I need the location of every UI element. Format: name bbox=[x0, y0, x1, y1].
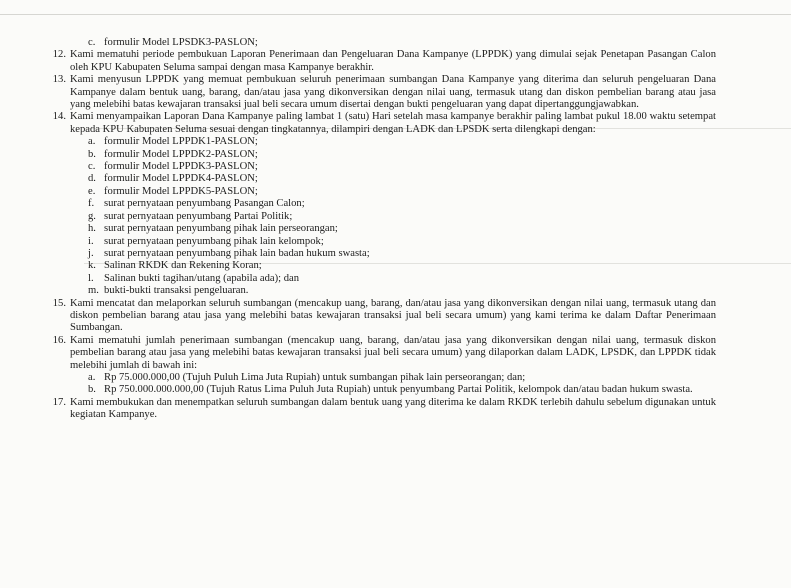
sub-item-text: formulir Model LPPDK4-PASLON; bbox=[104, 173, 258, 185]
sub-list-item bbox=[48, 260, 716, 272]
sub-list-item bbox=[48, 236, 716, 248]
sub-item-text: Rp 750.000.000.000,00 (Tujuh Ratus Lima Puluh Juta Rupiah) untuk penyumbang Partai Politik, kelompok dan/atau badan hukum swasta. bbox=[104, 384, 693, 396]
sub-list-item bbox=[48, 248, 716, 260]
sub-item-text: surat pernyataan penyumbang Pasangan Calon; bbox=[104, 198, 305, 210]
sub-list-item bbox=[48, 384, 716, 396]
item-number: 15. bbox=[52, 297, 66, 309]
sub-item-text: Rp 75.000.000,00 (Tujuh Puluh Lima Juta Rupiah) untuk sumbangan pihak lain perseorangan; dan; bbox=[104, 371, 526, 383]
sub-list-item bbox=[48, 198, 716, 210]
sub-list-item bbox=[48, 186, 716, 198]
item-text: formulir Model LPSDK3-PASLON; bbox=[104, 37, 258, 48]
sub-item-text: Salinan RKDK dan Rekening Koran; bbox=[104, 260, 262, 272]
sub-item-text: surat pernyataan penyumbang pihak lain perseorangan; bbox=[104, 223, 338, 235]
scan-top-rule bbox=[0, 14, 791, 15]
numbered-item-12 bbox=[48, 49, 716, 74]
sub-item-letter: l. bbox=[88, 272, 94, 284]
sub-item-letter: a. bbox=[88, 371, 96, 383]
numbered-item-13 bbox=[48, 74, 716, 111]
sub-item-text: Salinan bukti tagihan/utang (apabila ada); dan bbox=[104, 272, 300, 284]
sub-item-letter: b. bbox=[88, 384, 96, 396]
sub-item-letter: d. bbox=[88, 173, 96, 185]
sub-list-item bbox=[48, 149, 716, 161]
sub-item-letter: j. bbox=[88, 247, 94, 259]
sub-item-letter: g. bbox=[88, 210, 96, 222]
sub-list-item bbox=[48, 372, 716, 384]
sub-list-item bbox=[48, 211, 716, 223]
sub-item-letter: k. bbox=[88, 260, 96, 272]
item-number: 17. bbox=[52, 396, 66, 408]
item-text: Kami membukukan dan menempatkan seluruh sumbangan dalam bentuk uang yang diterima ke dalam RKDK terlebih dahulu sebelum digunakan untuk kegiatan Kampanye. bbox=[70, 396, 716, 421]
numbered-item-14 bbox=[48, 111, 716, 136]
sub-list-item bbox=[48, 136, 716, 148]
sub-list-item bbox=[48, 173, 716, 185]
list-item bbox=[48, 37, 716, 49]
sub-item-text: formulir Model LPPDK3-PASLON; bbox=[104, 161, 258, 173]
item-text: Kami menyampaikan Laporan Dana Kampanye paling lambat 1 (satu) Hari setelah masa kampanye berakhir paling lambat pukul 18.00 waktu setempat kepada KPU Kabupaten Seluma sesuai dengan tingkatannya, dilampiri dengan LADK dan LPSDK serta dilengkapi dengan: bbox=[70, 111, 716, 135]
sub-item-letter: b. bbox=[88, 148, 96, 160]
sub-list-item bbox=[48, 223, 716, 235]
sub-item-text: formulir Model LPPDK2-PASLON; bbox=[104, 148, 258, 160]
item-text: Kami mencatat dan melaporkan seluruh sumbangan (mencakup uang, barang, dan/atau jasa yang dikonversikan dengan nilai uang, termasuk utang dan diskon pembelian barang atau jasa yang melebihi batas kewajaran transaksi jual beli secara umum) yang kami terima ke dalam Daftar Penerimaan Sumbangan. bbox=[70, 297, 716, 334]
item-number: 16. bbox=[52, 334, 66, 346]
sub-item-text: formulir Model LPPDK5-PASLON; bbox=[104, 185, 258, 197]
sub-list-item bbox=[48, 273, 716, 285]
item-number: 12. bbox=[52, 49, 66, 61]
sub-item-text: surat pernyataan penyumbang pihak lain kelompok; bbox=[104, 235, 324, 247]
item-number: 14. bbox=[52, 111, 66, 123]
sub-item-letter: i. bbox=[88, 235, 94, 247]
sub-item-text: surat pernyataan penyumbang pihak lain badan hukum swasta; bbox=[104, 247, 370, 259]
item-text: Kami mematuhi periode pembukuan Laporan Penerimaan dan Pengeluaran Dana Kampanye (LPPDK) yang dimulai sejak Penetapan Pasangan Calon oleh KPU Kabupaten Seluma sampai dengan masa Kampanye berakhir. bbox=[70, 49, 716, 73]
item-number: 13. bbox=[52, 74, 66, 86]
sub-item-letter: e. bbox=[88, 185, 96, 197]
numbered-item-16 bbox=[48, 335, 716, 372]
sub-item-text: surat pernyataan penyumbang Partai Politik; bbox=[104, 210, 293, 222]
sub-item-text: bukti-bukti transaksi pengeluaran. bbox=[104, 285, 249, 297]
sub-list-item bbox=[48, 285, 716, 297]
sub-list-item bbox=[48, 161, 716, 173]
sub-item-letter: c. bbox=[88, 161, 96, 173]
numbered-item-17 bbox=[48, 397, 716, 422]
sub-item-letter: h. bbox=[88, 223, 96, 235]
sub-item-letter: m. bbox=[88, 285, 99, 297]
item-letter: c. bbox=[88, 37, 96, 48]
item-text: Kami menyusun LPPDK yang memuat pembukuan seluruh penerimaan sumbangan Dana Kampanye yang diterima dan seluruh pengeluaran Dana Kampanye dalam bentuk uang, barang, dan/atau jasa yang dikonversikan dengan nilai uang, termasuk utang dan diskon pembelian barang atau jasa yang melebihi batas kewajaran transaksi jual beli secara umum disertai dengan bukti pengeluaran yang dapat dipertanggungjawabkan. bbox=[70, 74, 716, 111]
item-14-sublist bbox=[48, 136, 716, 297]
sub-item-text: formulir Model LPPDK1-PASLON; bbox=[104, 136, 258, 148]
document-body bbox=[48, 37, 716, 422]
item-text: Kami mematuhi jumlah penerimaan sumbangan (mencakup uang, barang, dan/atau jasa yang dikonversikan dengan nilai uang, termasuk diskon pembelian barang atau jasa yang melebihi batas kewajaran transaksi jual beli secara umum) yang dilaporkan dalam LADK, LPSDK, dan LPPDK tidak melebihi jumlah di bawah ini: bbox=[70, 334, 716, 371]
sub-item-letter: a. bbox=[88, 136, 96, 148]
item-16-sublist bbox=[48, 372, 716, 397]
numbered-item-15 bbox=[48, 298, 716, 335]
sub-item-letter: f. bbox=[88, 198, 95, 210]
